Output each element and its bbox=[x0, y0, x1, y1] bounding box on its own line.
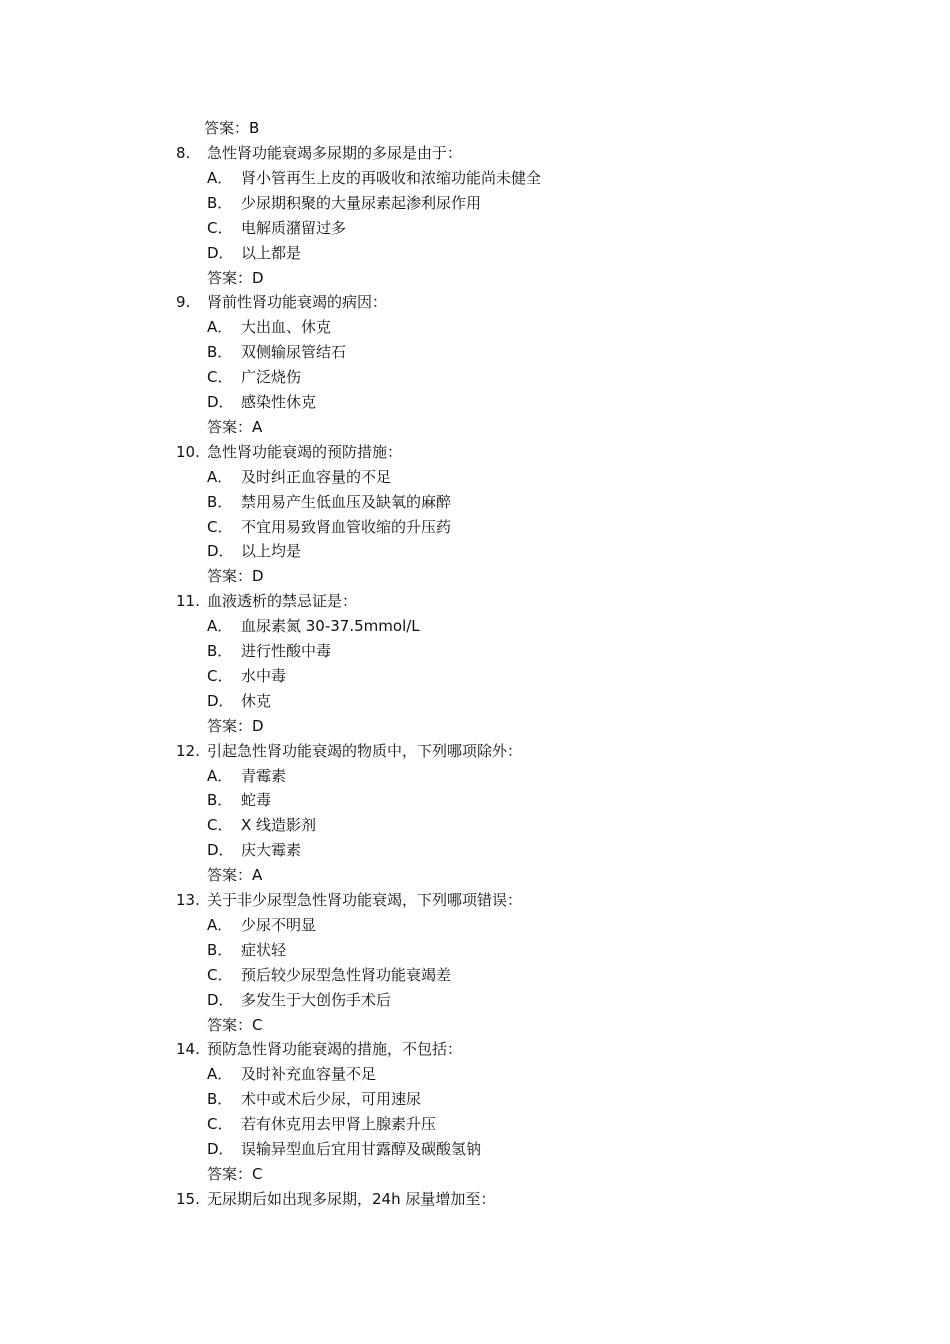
option-item bbox=[0, 242, 950, 264]
option-letter: A． bbox=[207, 467, 233, 486]
option-text: 术中或术后少尿，可用速尿 bbox=[241, 1090, 422, 1109]
option-item bbox=[0, 1113, 950, 1135]
question-item bbox=[0, 1188, 950, 1210]
option-text: 蛇毒 bbox=[241, 791, 272, 810]
option-text: 感染性休克 bbox=[241, 393, 317, 411]
option-text: 多发生于大创伤手术后 bbox=[241, 990, 392, 1009]
option-text: 以上均是 bbox=[241, 542, 302, 561]
option-text: 进行性酸中毒 bbox=[241, 642, 332, 660]
answer-line: 答案：A bbox=[207, 417, 263, 436]
question-text: 肾前性肾功能衰竭的病因： bbox=[207, 293, 388, 312]
option-item bbox=[0, 366, 950, 388]
option-text: 预后较少尿型急性肾功能衰竭差 bbox=[241, 965, 452, 984]
option-item bbox=[0, 516, 950, 538]
option-text: 血尿素氮 30-37.5mmol/L bbox=[241, 617, 420, 636]
question-item bbox=[0, 590, 950, 612]
option-item bbox=[0, 1088, 950, 1110]
option-text: 庆大霉素 bbox=[241, 841, 302, 860]
answer-line: 答案：D bbox=[207, 268, 264, 287]
option-text: 误输异型血后宜用甘露醇及碳酸氢钠 bbox=[241, 1140, 482, 1158]
option-text: 青霉素 bbox=[241, 766, 287, 785]
option-item bbox=[0, 217, 950, 239]
option-text: 及时纠正血容量的不足 bbox=[241, 467, 392, 486]
question-text: 预防急性肾功能衰竭的措施，不包括： bbox=[207, 1040, 463, 1059]
option-text: 休克 bbox=[241, 691, 272, 710]
question-number: 14. bbox=[176, 1040, 200, 1059]
question-text: 血液透析的禁忌证是： bbox=[207, 592, 358, 611]
question-number: 8. bbox=[176, 144, 191, 162]
option-text: 电解质潴留过多 bbox=[241, 218, 347, 237]
answer-line: 答案：D bbox=[207, 716, 264, 735]
option-item bbox=[0, 640, 950, 662]
option-letter: C． bbox=[207, 218, 233, 237]
option-letter: A． bbox=[207, 1065, 233, 1084]
option-item bbox=[0, 939, 950, 961]
option-text: 双侧输尿管结石 bbox=[241, 343, 347, 362]
question-text: 急性肾功能衰竭多尿期的多尿是由于： bbox=[207, 144, 463, 162]
option-item bbox=[0, 765, 950, 787]
option-letter: C． bbox=[207, 816, 233, 835]
option-letter: C． bbox=[207, 368, 233, 387]
question-number: 11. bbox=[176, 592, 200, 611]
question-number: 9. bbox=[176, 293, 191, 312]
option-letter: B． bbox=[207, 193, 233, 212]
question-number: 12. bbox=[176, 741, 200, 760]
question-text: 关于非少尿型急性肾功能衰竭，下列哪项错误： bbox=[207, 891, 523, 909]
answer-line: 答案：A bbox=[207, 866, 263, 885]
option-letter: C． bbox=[207, 1115, 233, 1134]
option-text: 少尿不明显 bbox=[241, 915, 317, 934]
option-letter: A． bbox=[207, 915, 233, 934]
option-letter: D． bbox=[207, 243, 234, 262]
option-letter: D． bbox=[207, 542, 234, 561]
option-letter: C． bbox=[207, 517, 233, 536]
option-text: 少尿期积聚的大量尿素起渗利尿作用 bbox=[241, 193, 482, 212]
option-letter: B． bbox=[207, 1090, 233, 1109]
option-letter: A． bbox=[207, 617, 233, 636]
option-letter: B． bbox=[207, 940, 233, 959]
option-letter: B． bbox=[207, 492, 233, 511]
option-letter: D． bbox=[207, 990, 234, 1009]
option-item bbox=[0, 914, 950, 936]
question-item bbox=[0, 291, 950, 313]
option-letter: A． bbox=[207, 318, 233, 337]
option-item bbox=[0, 491, 950, 513]
option-letter: B． bbox=[207, 791, 233, 810]
option-item bbox=[0, 665, 950, 687]
option-item bbox=[0, 167, 950, 189]
question-item bbox=[0, 740, 950, 762]
option-text: 大出血、休克 bbox=[241, 318, 332, 337]
option-item bbox=[0, 789, 950, 811]
option-item bbox=[0, 341, 950, 363]
option-letter: B． bbox=[207, 642, 233, 660]
option-item bbox=[0, 690, 950, 712]
option-item bbox=[0, 964, 950, 986]
question-text: 无尿期后如出现多尿期，24h 尿量增加至： bbox=[207, 1189, 496, 1208]
option-text: 以上都是 bbox=[241, 243, 302, 262]
question-number: 10. bbox=[176, 442, 200, 461]
question-number: 15. bbox=[176, 1189, 200, 1208]
question-number: 13. bbox=[176, 891, 200, 909]
question-text: 急性肾功能衰竭的预防措施： bbox=[207, 442, 403, 461]
option-item bbox=[0, 989, 950, 1011]
answer-line: 答案：C bbox=[207, 1164, 263, 1183]
question-item bbox=[0, 889, 950, 911]
option-item bbox=[0, 814, 950, 836]
option-letter: D． bbox=[207, 691, 234, 710]
option-text: 肾小管再生上皮的再吸收和浓缩功能尚未健全 bbox=[241, 168, 542, 187]
option-letter: C． bbox=[207, 666, 233, 685]
option-item bbox=[0, 391, 950, 413]
question-text: 引起急性肾功能衰竭的物质中，下列哪项除外： bbox=[207, 741, 523, 760]
option-text: 症状轻 bbox=[241, 940, 287, 959]
answer-line: 答案：B bbox=[204, 119, 260, 137]
option-letter: D． bbox=[207, 841, 234, 860]
option-letter: A． bbox=[207, 766, 233, 785]
option-letter: B． bbox=[207, 343, 233, 362]
option-item bbox=[0, 192, 950, 214]
option-letter: D． bbox=[207, 1140, 234, 1158]
option-text: 水中毒 bbox=[241, 666, 287, 685]
answer-line: 答案：D bbox=[207, 567, 264, 586]
option-letter: A． bbox=[207, 168, 233, 187]
option-item bbox=[0, 1063, 950, 1085]
option-text: X 线造影剂 bbox=[241, 816, 317, 835]
question-item bbox=[0, 1038, 950, 1060]
option-letter: C． bbox=[207, 965, 233, 984]
option-text: 不宜用易致肾血管收缩的升压药 bbox=[241, 517, 452, 536]
option-item bbox=[0, 839, 950, 861]
option-item bbox=[0, 316, 950, 338]
option-text: 及时补充血容量不足 bbox=[241, 1065, 377, 1084]
option-text: 广泛烧伤 bbox=[241, 368, 302, 387]
option-text: 禁用易产生低血压及缺氧的麻醉 bbox=[241, 492, 452, 511]
option-item bbox=[0, 466, 950, 488]
question-item bbox=[0, 142, 950, 164]
option-text: 若有休克用去甲肾上腺素升压 bbox=[241, 1115, 437, 1134]
question-item bbox=[0, 441, 950, 463]
answer-line: 答案：C bbox=[207, 1015, 263, 1034]
option-item bbox=[0, 1138, 950, 1160]
option-item bbox=[0, 540, 950, 562]
option-item bbox=[0, 615, 950, 637]
option-letter: D． bbox=[207, 393, 234, 411]
